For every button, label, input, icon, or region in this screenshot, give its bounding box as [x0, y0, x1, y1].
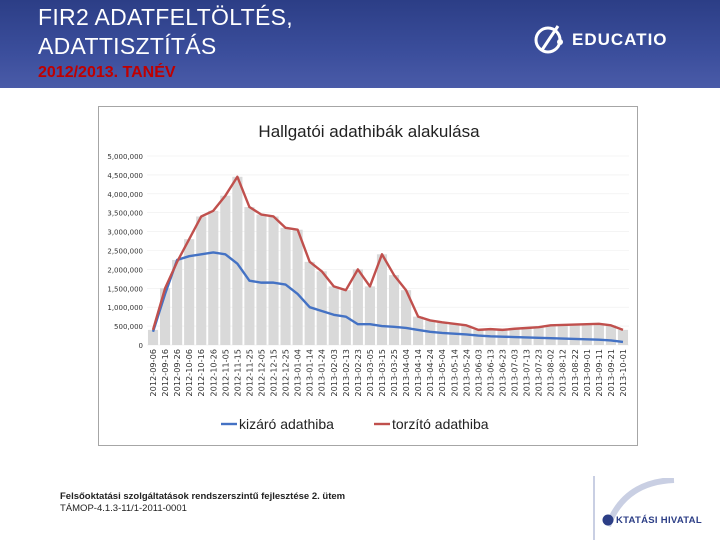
- y-tick-label: 500,000: [114, 323, 143, 332]
- chart-frame: [98, 106, 638, 446]
- chart-bar: [220, 196, 230, 345]
- x-tick-label: 2013-03-25: [389, 349, 400, 397]
- x-tick-label: 2012-10-06: [184, 349, 195, 397]
- slide-title-line2: ADATTISZTÍTÁS: [38, 33, 217, 59]
- chart-bar: [582, 324, 592, 345]
- x-tick-label: 2012-09-16: [160, 349, 171, 397]
- x-tick-label: 2013-01-14: [304, 349, 315, 397]
- x-tick-label: 2013-03-15: [376, 349, 387, 397]
- x-tick-label: 2013-06-13: [485, 349, 496, 397]
- chart-bar: [268, 216, 278, 345]
- chart-bar: [208, 211, 218, 345]
- chart-bar: [317, 271, 327, 345]
- x-tick-label: 2012-09-26: [172, 349, 183, 397]
- chart-bar: [256, 215, 266, 345]
- x-tick-label: 2012-10-26: [208, 349, 219, 397]
- chart-svg: [99, 107, 637, 445]
- educatio-logo-text: EDUCATIO: [572, 30, 668, 49]
- footer-project-code: TÁMOP-4.1.3-11/1-2011-0001: [60, 503, 187, 514]
- x-tick-label: 2013-05-14: [449, 349, 460, 397]
- x-tick-label: 2012-12-05: [256, 349, 267, 397]
- x-tick-label: 2013-09-01: [581, 349, 592, 397]
- chart-bar: [148, 330, 158, 345]
- x-tick-label: 2013-02-23: [352, 349, 363, 397]
- educatio-logo-icon: [532, 20, 568, 60]
- x-tick-label: 2012-11-15: [232, 349, 243, 397]
- chart-bar: [377, 254, 387, 345]
- legend-label: kizáró adathiba: [239, 416, 334, 432]
- x-tick-label: 2013-07-23: [533, 349, 544, 397]
- chart-bar: [534, 327, 544, 345]
- y-tick-label: 3,000,000: [107, 228, 143, 237]
- x-tick-label: 2012-12-15: [268, 349, 279, 397]
- x-tick-label: 2013-08-02: [545, 349, 556, 397]
- chart-bar: [365, 286, 375, 345]
- chart-bar: [558, 325, 568, 345]
- x-tick-label: 2013-09-11: [593, 349, 604, 397]
- x-tick-label: 2013-07-13: [521, 349, 532, 397]
- slide-header: [0, 0, 720, 88]
- x-tick-label: 2013-05-24: [461, 349, 472, 397]
- legend-label: torzító adathiba: [392, 416, 489, 432]
- y-tick-label: 5,000,000: [107, 153, 143, 161]
- x-tick-label: 2013-04-24: [425, 349, 436, 397]
- chart-bar: [293, 230, 303, 345]
- chart-bar: [353, 269, 363, 345]
- chart-title: Hallgatói adathibák alakulása: [258, 122, 480, 141]
- x-tick-label: 2013-10-01: [617, 349, 628, 397]
- x-tick-label: 2013-04-14: [413, 349, 424, 397]
- y-tick-label: 2,500,000: [107, 247, 143, 256]
- x-tick-label: 2012-10-16: [196, 349, 207, 397]
- oktatasi-hivatal-logo: [602, 512, 720, 534]
- x-tick-label: 2012-11-25: [244, 349, 255, 397]
- oktatasi-hivatal-logo-text: KTATÁSI HIVATAL: [616, 515, 702, 526]
- y-tick-label: 1,500,000: [107, 285, 143, 294]
- x-tick-label: 2013-02-13: [340, 349, 351, 397]
- x-tick-label: 2013-06-23: [497, 349, 508, 397]
- x-tick-label: 2012-09-06: [148, 349, 159, 397]
- chart-gridlines: [147, 156, 629, 345]
- y-tick-label: 4,000,000: [107, 190, 143, 199]
- oktatasi-hivatal-logo-icon: [602, 514, 614, 526]
- chart-bar: [546, 325, 556, 345]
- chart-bar: [196, 216, 206, 345]
- x-tick-label: 2012-11-05: [220, 349, 231, 397]
- x-tick-label: 2013-08-12: [557, 349, 568, 397]
- x-tick-label: 2013-01-24: [316, 349, 327, 397]
- x-tick-label: 2013-09-21: [605, 349, 616, 397]
- x-tick-label: 2013-06-03: [473, 349, 484, 397]
- chart-bar: [389, 275, 399, 345]
- x-tick-label: 2013-08-22: [569, 349, 580, 397]
- chart-bar: [473, 330, 483, 345]
- y-tick-label: 3,500,000: [107, 209, 143, 218]
- slide-subtitle: 2012/2013. TANÉV: [38, 64, 176, 81]
- chart-y-ticks: [107, 153, 143, 350]
- footer-project-title: Felsőoktatási szolgáltatások rendszerszintű fejlesztése 2. ütem: [60, 491, 346, 502]
- y-tick-label: 0: [138, 342, 143, 350]
- x-tick-label: 2013-05-04: [437, 349, 448, 397]
- slide-title-line1: FIR2 ADATFELTÖLTÉS,: [38, 4, 293, 30]
- educatio-logo: [532, 20, 692, 60]
- x-tick-label: 2013-02-03: [328, 349, 339, 397]
- chart-bar: [594, 324, 604, 345]
- x-tick-label: 2013-04-04: [401, 349, 412, 397]
- chart-bar: [570, 325, 580, 345]
- chart-legend: [221, 416, 489, 432]
- x-tick-label: 2013-03-05: [364, 349, 375, 397]
- footer-divider: [593, 476, 595, 540]
- y-tick-label: 4,500,000: [107, 171, 143, 180]
- x-tick-label: 2013-07-03: [509, 349, 520, 397]
- y-tick-label: 2,000,000: [107, 266, 143, 275]
- y-tick-label: 1,000,000: [107, 304, 143, 313]
- x-tick-label: 2012-12-25: [280, 349, 291, 397]
- x-tick-label: 2013-01-04: [292, 349, 303, 397]
- chart-x-ticks: [148, 349, 628, 397]
